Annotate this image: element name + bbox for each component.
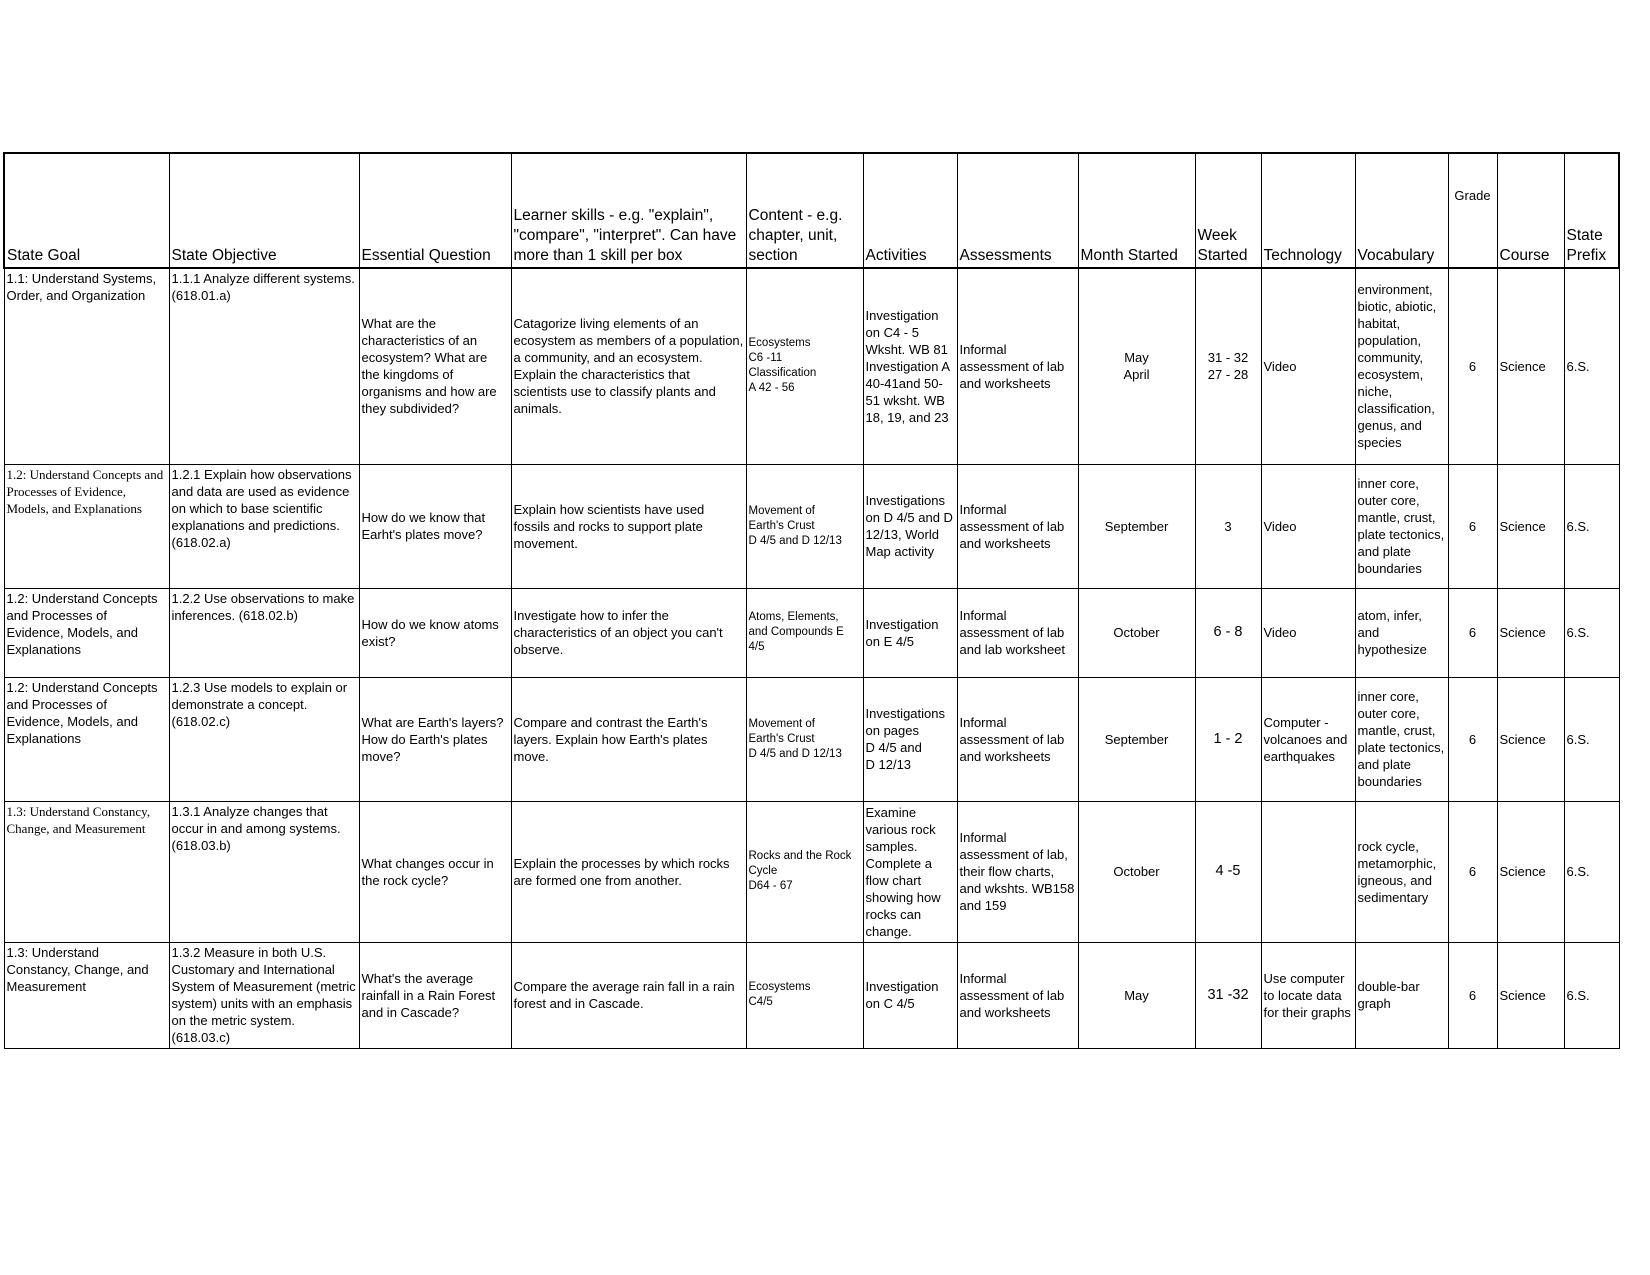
header-technology: Technology — [1261, 153, 1355, 268]
cell-learner-skills: Explain how scientists have used fossils and rocks to support plate movement. — [511, 464, 746, 588]
cell-state-goal: 1.2: Understand Concepts and Processes of Evidence, Models, and Explanations — [4, 677, 169, 801]
cell-vocabulary: rock cycle, metamorphic, igneous, and sedimentary — [1355, 801, 1448, 942]
cell-course: Science — [1497, 588, 1564, 677]
cell-essential-question: What changes occur in the rock cycle? — [359, 801, 511, 942]
cell-activities: Investigation on C 4/5 — [863, 942, 957, 1048]
header-content: Content - e.g. chapter, unit, section — [746, 153, 863, 268]
cell-week-started: 3 — [1195, 464, 1261, 588]
cell-vocabulary: double-bar graph — [1355, 942, 1448, 1048]
cell-technology — [1261, 801, 1355, 942]
table-row — [4, 801, 1619, 942]
cell-month-started: October — [1078, 588, 1195, 677]
header-grade: Grade — [1448, 153, 1497, 268]
cell-content: Movement of Earth's Crust D 4/5 and D 12/13 — [746, 464, 863, 588]
cell-course: Science — [1497, 464, 1564, 588]
header-row — [4, 153, 1619, 268]
cell-state-objective: 1.2.2 Use observations to make inferences. (618.02.b) — [169, 588, 359, 677]
cell-month-started: May — [1078, 942, 1195, 1048]
cell-vocabulary: environment, biotic, abiotic, habitat, population, community, ecosystem, niche, classification, genus, and species — [1355, 268, 1448, 464]
cell-state-objective: 1.3.1 Analyze changes that occur in and among systems. (618.03.b) — [169, 801, 359, 942]
cell-grade: 6 — [1448, 942, 1497, 1048]
cell-course: Science — [1497, 677, 1564, 801]
header-state-goal: State Goal — [4, 153, 169, 268]
cell-essential-question: How do we know that Earht's plates move? — [359, 464, 511, 588]
cell-learner-skills: Compare and contrast the Earth's layers. Explain how Earth's plates move. — [511, 677, 746, 801]
cell-week-started: 4 -5 — [1195, 801, 1261, 942]
cell-content: Rocks and the Rock Cycle D64 - 67 — [746, 801, 863, 942]
cell-month-started: September — [1078, 464, 1195, 588]
cell-technology: Computer - volcanoes and earthquakes — [1261, 677, 1355, 801]
cell-grade: 6 — [1448, 464, 1497, 588]
cell-learner-skills: Compare the average rain fall in a rain forest and in Cascade. — [511, 942, 746, 1048]
cell-state-goal: 1.2: Understand Concepts and Processes of Evidence, Models, and Explanations — [4, 588, 169, 677]
header-course: Course — [1497, 153, 1564, 268]
cell-activities: Investigations on D 4/5 and D 12/13, World Map activity — [863, 464, 957, 588]
cell-state-objective: 1.3.2 Measure in both U.S. Customary and International System of Measurement (metric system) units with an emphasis on the metric system. (618.03.c) — [169, 942, 359, 1048]
cell-month-started: September — [1078, 677, 1195, 801]
cell-assessments: Informal assessment of lab and worksheets — [957, 268, 1078, 464]
curriculum-table — [3, 152, 1620, 1049]
header-state-prefix: State Prefix — [1564, 153, 1619, 268]
cell-activities: Investigation on C4 - 5 Wksht. WB 81 Investigation A 40-41and 50-51 wksht. WB 18, 19, and 23 — [863, 268, 957, 464]
cell-state-goal: 1.1: Understand Systems, Order, and Organization — [4, 268, 169, 464]
header-state-objective: State Objective — [169, 153, 359, 268]
cell-assessments: Informal assessment of lab, their flow charts, and wkshts. WB158 and 159 — [957, 801, 1078, 942]
cell-grade: 6 — [1448, 677, 1497, 801]
header-week-started: Week Started — [1195, 153, 1261, 268]
cell-assessments: Informal assessment of lab and worksheets — [957, 464, 1078, 588]
table-row — [4, 588, 1619, 677]
cell-state-prefix: 6.S. — [1564, 268, 1619, 464]
cell-grade: 6 — [1448, 268, 1497, 464]
header-learner-skills: Learner skills - e.g. "explain", "compare", "interpret". Can have more than 1 skill per box — [511, 153, 746, 268]
cell-vocabulary: inner core, outer core, mantle, crust, plate tectonics, and plate boundaries — [1355, 464, 1448, 588]
cell-technology: Use computer to locate data for their graphs — [1261, 942, 1355, 1048]
cell-state-goal: 1.2: Understand Concepts and Processes of Evidence, Models, and Explanations — [4, 464, 169, 588]
header-month-started: Month Started — [1078, 153, 1195, 268]
cell-content: Movement of Earth's Crust D 4/5 and D 12/13 — [746, 677, 863, 801]
cell-essential-question: What are Earth's layers? How do Earth's plates move? — [359, 677, 511, 801]
cell-content: Ecosystems C4/5 — [746, 942, 863, 1048]
cell-state-goal: 1.3: Understand Constancy, Change, and Measurement — [4, 942, 169, 1048]
cell-activities: Investigations on pages D 4/5 and D 12/13 — [863, 677, 957, 801]
cell-state-objective: 1.2.3 Use models to explain or demonstrate a concept. (618.02.c) — [169, 677, 359, 801]
cell-learner-skills: Investigate how to infer the characteristics of an object you can't observe. — [511, 588, 746, 677]
cell-state-objective: 1.2.1 Explain how observations and data are used as evidence on which to base scientific explanations and predictions. (618.02.a) — [169, 464, 359, 588]
table-row — [4, 268, 1619, 464]
table-row — [4, 677, 1619, 801]
cell-state-prefix: 6.S. — [1564, 942, 1619, 1048]
cell-assessments: Informal assessment of lab and lab worksheet — [957, 588, 1078, 677]
cell-grade: 6 — [1448, 588, 1497, 677]
cell-technology: Video — [1261, 464, 1355, 588]
cell-essential-question: What's the average rainfall in a Rain Forest and in Cascade? — [359, 942, 511, 1048]
cell-essential-question: How do we know atoms exist? — [359, 588, 511, 677]
cell-activities: Investigation on E 4/5 — [863, 588, 957, 677]
cell-state-goal: 1.3: Understand Constancy, Change, and Measurement — [4, 801, 169, 942]
header-vocabulary: Vocabulary — [1355, 153, 1448, 268]
cell-week-started: 1 - 2 — [1195, 677, 1261, 801]
cell-vocabulary: inner core, outer core, mantle, crust, plate tectonics, and plate boundaries — [1355, 677, 1448, 801]
cell-week-started: 31 - 32 27 - 28 — [1195, 268, 1261, 464]
cell-content: Atoms, Elements, and Compounds E 4/5 — [746, 588, 863, 677]
cell-state-prefix: 6.S. — [1564, 588, 1619, 677]
cell-assessments: Informal assessment of lab and worksheets — [957, 677, 1078, 801]
cell-state-prefix: 6.S. — [1564, 801, 1619, 942]
header-activities: Activities — [863, 153, 957, 268]
cell-content: Ecosystems C6 -11 Classification A 42 - 56 — [746, 268, 863, 464]
cell-assessments: Informal assessment of lab and worksheets — [957, 942, 1078, 1048]
cell-activities: Examine various rock samples. Complete a flow chart showing how rocks can change. — [863, 801, 957, 942]
cell-month-started: October — [1078, 801, 1195, 942]
cell-vocabulary: atom, infer, and hypothesize — [1355, 588, 1448, 677]
cell-state-prefix: 6.S. — [1564, 677, 1619, 801]
cell-learner-skills: Explain the processes by which rocks are formed one from another. — [511, 801, 746, 942]
header-assessments: Assessments — [957, 153, 1078, 268]
cell-month-started: May April — [1078, 268, 1195, 464]
cell-technology: Video — [1261, 268, 1355, 464]
cell-essential-question: What are the characteristics of an ecosystem? What are the kingdoms of organisms and how are they subdivided? — [359, 268, 511, 464]
cell-course: Science — [1497, 942, 1564, 1048]
cell-state-objective: 1.1.1 Analyze different systems. (618.01.a) — [169, 268, 359, 464]
header-essential-question: Essential Question — [359, 153, 511, 268]
cell-learner-skills: Catagorize living elements of an ecosystem as members of a population, a community, and an ecosystem. Explain the characteristics that scientists use to classify plants and animals. — [511, 268, 746, 464]
cell-course: Science — [1497, 268, 1564, 464]
table-row — [4, 464, 1619, 588]
table-row — [4, 942, 1619, 1048]
cell-technology: Video — [1261, 588, 1355, 677]
cell-grade: 6 — [1448, 801, 1497, 942]
cell-week-started: 31 -32 — [1195, 942, 1261, 1048]
cell-course: Science — [1497, 801, 1564, 942]
cell-week-started: 6 - 8 — [1195, 588, 1261, 677]
cell-state-prefix: 6.S. — [1564, 464, 1619, 588]
